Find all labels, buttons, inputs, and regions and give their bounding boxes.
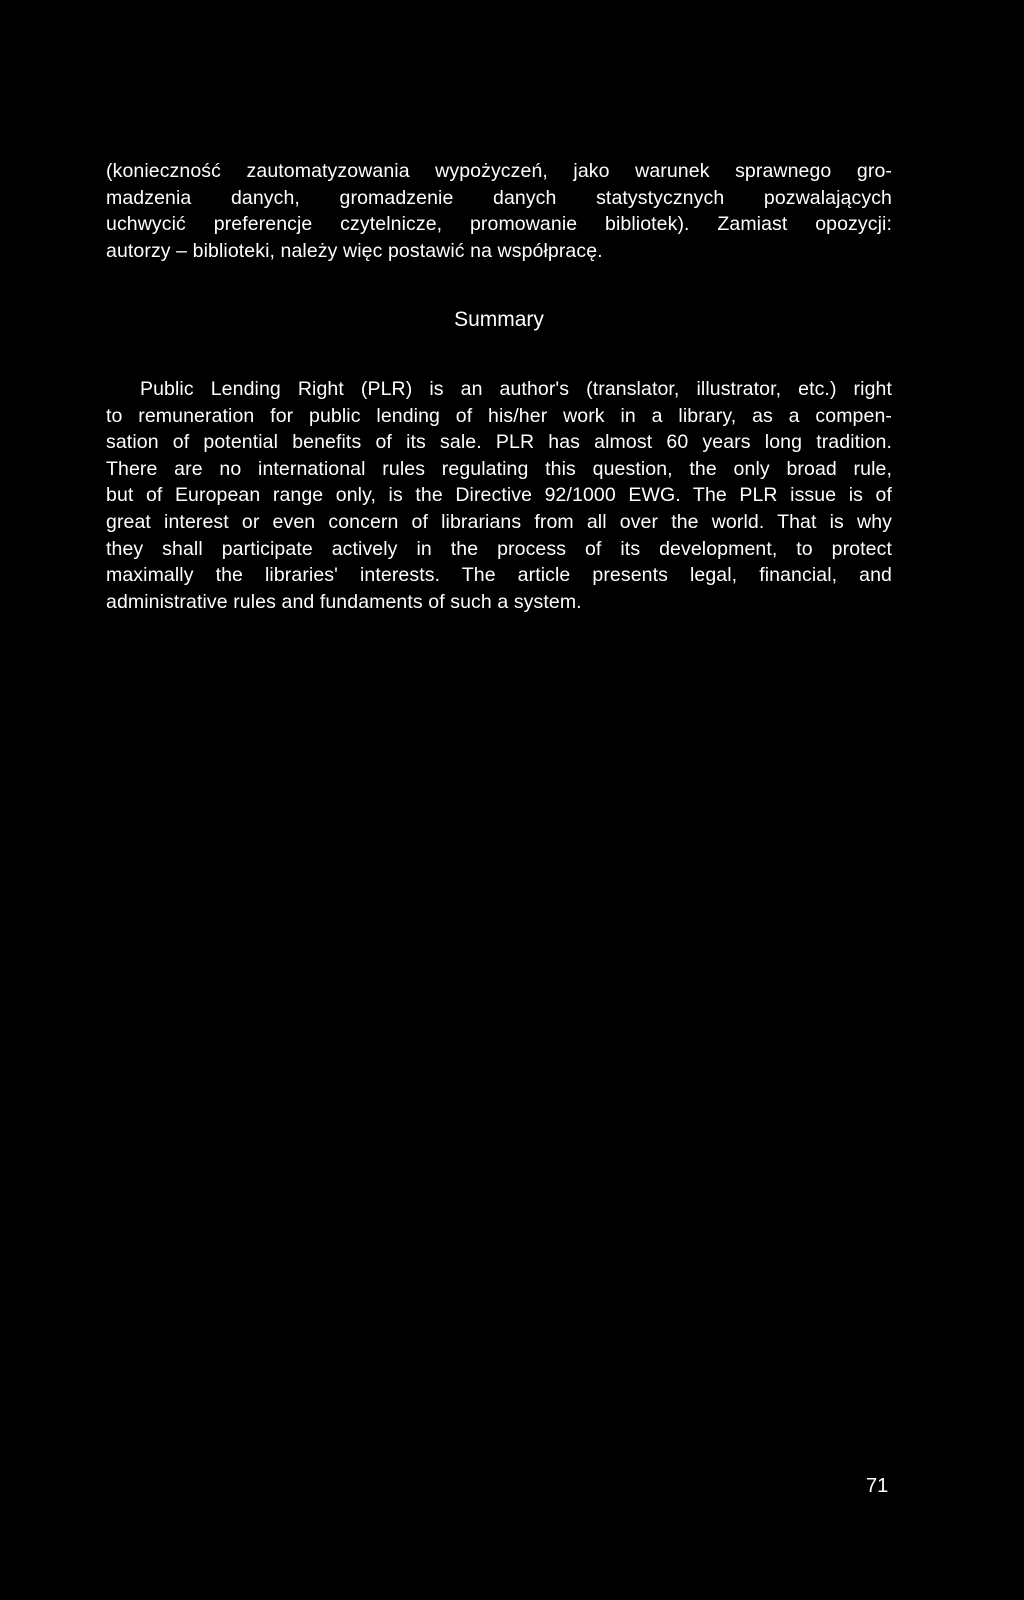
intro-line: (konieczność zautomatyzowania wypożyczeń, jako warunek sprawnego gro- (106, 160, 892, 182)
summary-heading: Summary (454, 308, 544, 331)
intro-line: uchwycić preferencje czytelnicze, promowanie bibliotek). Zamiast opozycji: (106, 213, 892, 236)
summary-line: but of European range only, is the Directive 92/1000 EWG. The PLR issue is of (106, 484, 892, 507)
summary-line: maximally the libraries' interests. The article presents legal, financial, and (106, 564, 892, 587)
summary-line: to remuneration for public lending of his/her work in a library, as a compen- (106, 404, 892, 427)
intro-line: autorzy – biblioteki, należy więc postawić na współpracę. (106, 239, 603, 262)
intro-paragraph (106, 158, 892, 264)
summary-line: sation of potential benefits of its sale. PLR has almost 60 years long tradition. (106, 431, 892, 454)
summary-line: administrative rules and fundaments of such a system. (106, 590, 582, 613)
intro-line: madzenia danych, gromadzenie danych statystycznych pozwalających (106, 186, 892, 209)
summary-line: they shall participate actively in the process of its development, to protect (106, 537, 892, 560)
summary-line: Public Lending Right (PLR) is an author's (translator, illustrator, etc.) right (140, 378, 892, 400)
summary-line: great interest or even concern of librarians from all over the world. That is why (106, 510, 892, 533)
summary-line: There are no international rules regulating this question, the only broad rule, (106, 457, 892, 480)
page-content (106, 158, 892, 613)
summary-paragraph (106, 376, 892, 615)
page-number: 71 (866, 1475, 889, 1497)
